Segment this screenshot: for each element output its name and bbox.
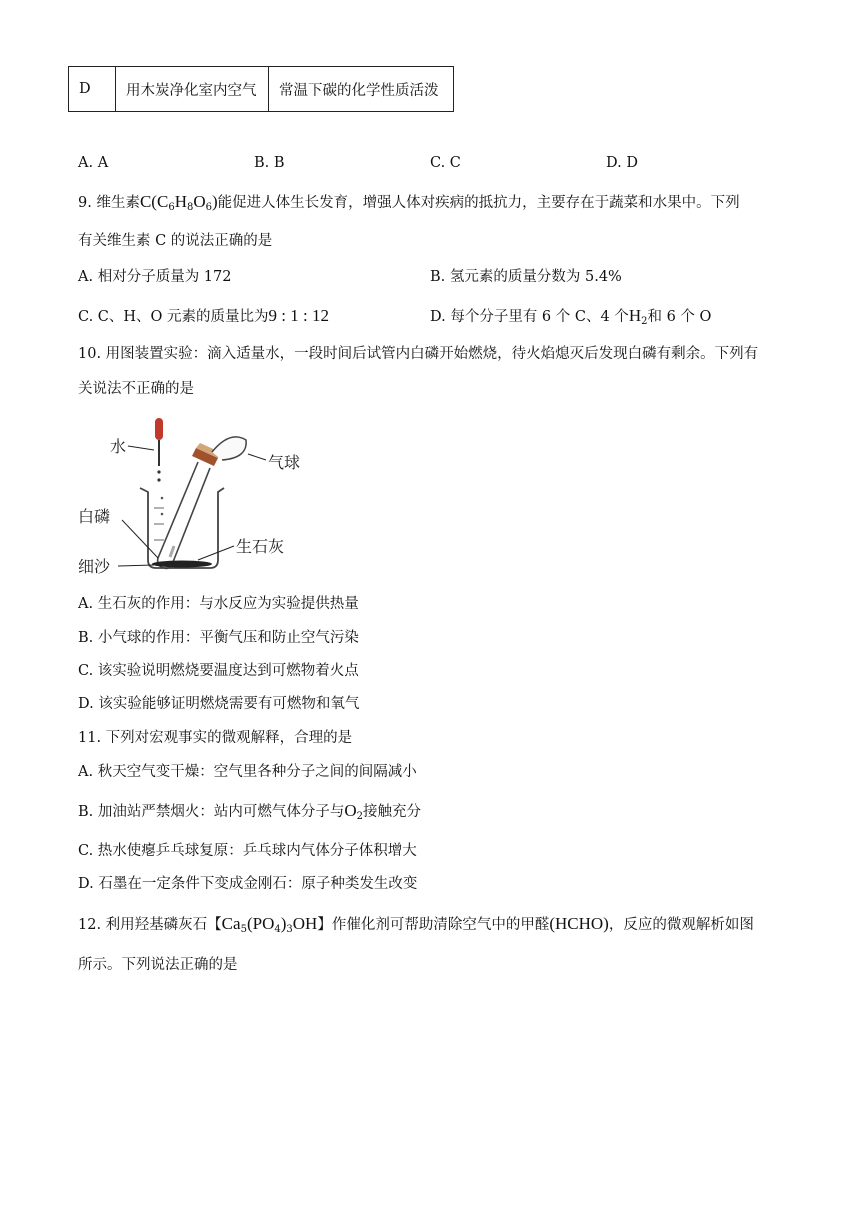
table-row bbox=[69, 67, 454, 112]
q9-option-d-post: 和 6 个 O bbox=[647, 309, 712, 325]
phosphorus-leader-line bbox=[122, 520, 158, 558]
q9-option-d-hs: 2 bbox=[641, 316, 648, 327]
q9-stem-line2: 有关维生素 C 的说法正确的是 bbox=[78, 233, 273, 249]
water-leader-line bbox=[128, 446, 154, 450]
q9-paren-open: ( bbox=[151, 192, 157, 211]
q10-option-a: A. 生石灰的作用：与水反应为实验提供热量 bbox=[78, 596, 359, 612]
q10-apparatus-figure bbox=[70, 410, 330, 585]
label-lime: 生石灰 bbox=[236, 537, 285, 556]
q10-option-d: D. 该实验能够证明燃烧需要有可燃物和氧气 bbox=[78, 696, 360, 712]
q12-paren-close: ) bbox=[280, 914, 287, 933]
answer-table bbox=[68, 66, 454, 112]
q12-mid: 】作催化剂可帮助清除空气中的甲醛 bbox=[317, 917, 550, 933]
q11-option-b-os: 2 bbox=[356, 811, 364, 822]
q11-option-b-post: 接触充分 bbox=[363, 804, 422, 820]
q9-option-c-text: C. C、H、O 元素的质量比为 bbox=[78, 309, 269, 325]
q11-option-d: D. 石墨在一定条件下变成金刚石：原子种类发生改变 bbox=[78, 876, 418, 892]
q9-option-a: A. 相对分子质量为 172 bbox=[78, 269, 232, 285]
q12-oh: OH bbox=[292, 914, 318, 933]
q8-option-a: A. A bbox=[78, 155, 109, 171]
q9-formula-c: C bbox=[139, 192, 152, 211]
q12-cas: 5 bbox=[240, 924, 247, 935]
q9-f1s: 6 bbox=[168, 202, 175, 213]
q10-stem-line2: 关说法不正确的是 bbox=[78, 381, 194, 397]
table-cell-letter: D bbox=[69, 67, 116, 112]
label-phosphorus: 白磷 bbox=[78, 507, 111, 526]
q9-stem bbox=[78, 192, 740, 218]
label-water: 水 bbox=[110, 437, 127, 456]
q9-option-d-h: H bbox=[628, 306, 642, 325]
q8-option-b: B. B bbox=[254, 155, 285, 171]
q11-option-b bbox=[78, 801, 421, 827]
q12-paren-open: ( bbox=[246, 914, 253, 933]
q9-paren-close: ) bbox=[212, 192, 218, 211]
q11-option-b-o: O bbox=[344, 801, 357, 820]
q9-pre: 9. 维生素 bbox=[78, 195, 140, 211]
q9-option-c bbox=[78, 306, 329, 327]
q12-ps: 3 bbox=[286, 924, 293, 935]
quicklime-pile-icon bbox=[152, 561, 212, 568]
q9-option-c-ratio: 9 : 1 : 12 bbox=[268, 306, 329, 325]
q12-hcho: HCHO bbox=[555, 914, 604, 933]
q12-stem-line2: 所示。下列说法正确的是 bbox=[78, 957, 238, 973]
q8-option-d: D. D bbox=[606, 155, 638, 171]
q9-option-d-text: D. 每个分子里有 6 个 C、4 个 bbox=[430, 309, 629, 325]
q11-option-b-text: B. 加油站严禁烟火：站内可燃气体分子与 bbox=[78, 804, 345, 820]
dropper-icon bbox=[155, 418, 163, 482]
q9-f1: C bbox=[156, 192, 169, 211]
q12-stem bbox=[78, 914, 754, 940]
q12-hcho-paren-close: ) bbox=[603, 914, 609, 933]
q10-stem: 10. 用图装置实验：滴入适量水，一段时间后试管内白磷开始燃烧，待火焰熄灭后发现白磷有剩余。下列有 bbox=[78, 346, 759, 362]
q12-hcho-paren-open: ( bbox=[549, 914, 555, 933]
q9-f3s: 6 bbox=[205, 202, 212, 213]
q12-pos: 4 bbox=[274, 924, 281, 935]
q8-option-c: C. C bbox=[430, 155, 461, 171]
table-cell-reason: 常温下碳的化学性质活泼 bbox=[269, 67, 454, 112]
lime-leader-line bbox=[198, 546, 234, 560]
q9-f3: O bbox=[193, 192, 206, 211]
q9-f2: H bbox=[174, 192, 187, 211]
q9-f2s: 8 bbox=[186, 202, 194, 213]
q11-stem: 11. 下列对宏观事实的微观解释，合理的是 bbox=[78, 730, 353, 746]
q12-pre: 12. 利用羟基磷灰石【 bbox=[78, 917, 222, 933]
q10-option-c: C. 该实验说明燃烧要温度达到可燃物着火点 bbox=[78, 663, 359, 679]
test-tube-icon bbox=[158, 462, 210, 568]
table-cell-method: 用木炭净化室内空气 bbox=[116, 67, 269, 112]
q12-po: PO bbox=[252, 914, 275, 933]
q11-option-a: A. 秋天空气变干燥：空气里各种分子之间的间隔减小 bbox=[78, 764, 417, 780]
sand-leader-line bbox=[118, 565, 154, 566]
balloon-leader-line bbox=[248, 454, 266, 460]
q9-option-b: B. 氢元素的质量分数为 5.4% bbox=[430, 269, 622, 285]
q9-post: 能促进人体生长发育，增强人体对疾病的抵抗力，主要存在于蔬菜和水果中。下列 bbox=[217, 195, 740, 211]
q10-option-b: B. 小气球的作用：平衡气压和防止空气污染 bbox=[78, 630, 359, 646]
q11-option-c: C. 热水使瘪乒乓球复原：乒乓球内气体分子体积增大 bbox=[78, 843, 417, 859]
q9-option-d bbox=[430, 306, 711, 332]
label-balloon: 气球 bbox=[268, 453, 301, 472]
label-sand: 细沙 bbox=[78, 557, 111, 576]
q12-ca: Ca bbox=[221, 914, 241, 933]
q12-post: ，反应的微观解析如图 bbox=[608, 917, 754, 933]
